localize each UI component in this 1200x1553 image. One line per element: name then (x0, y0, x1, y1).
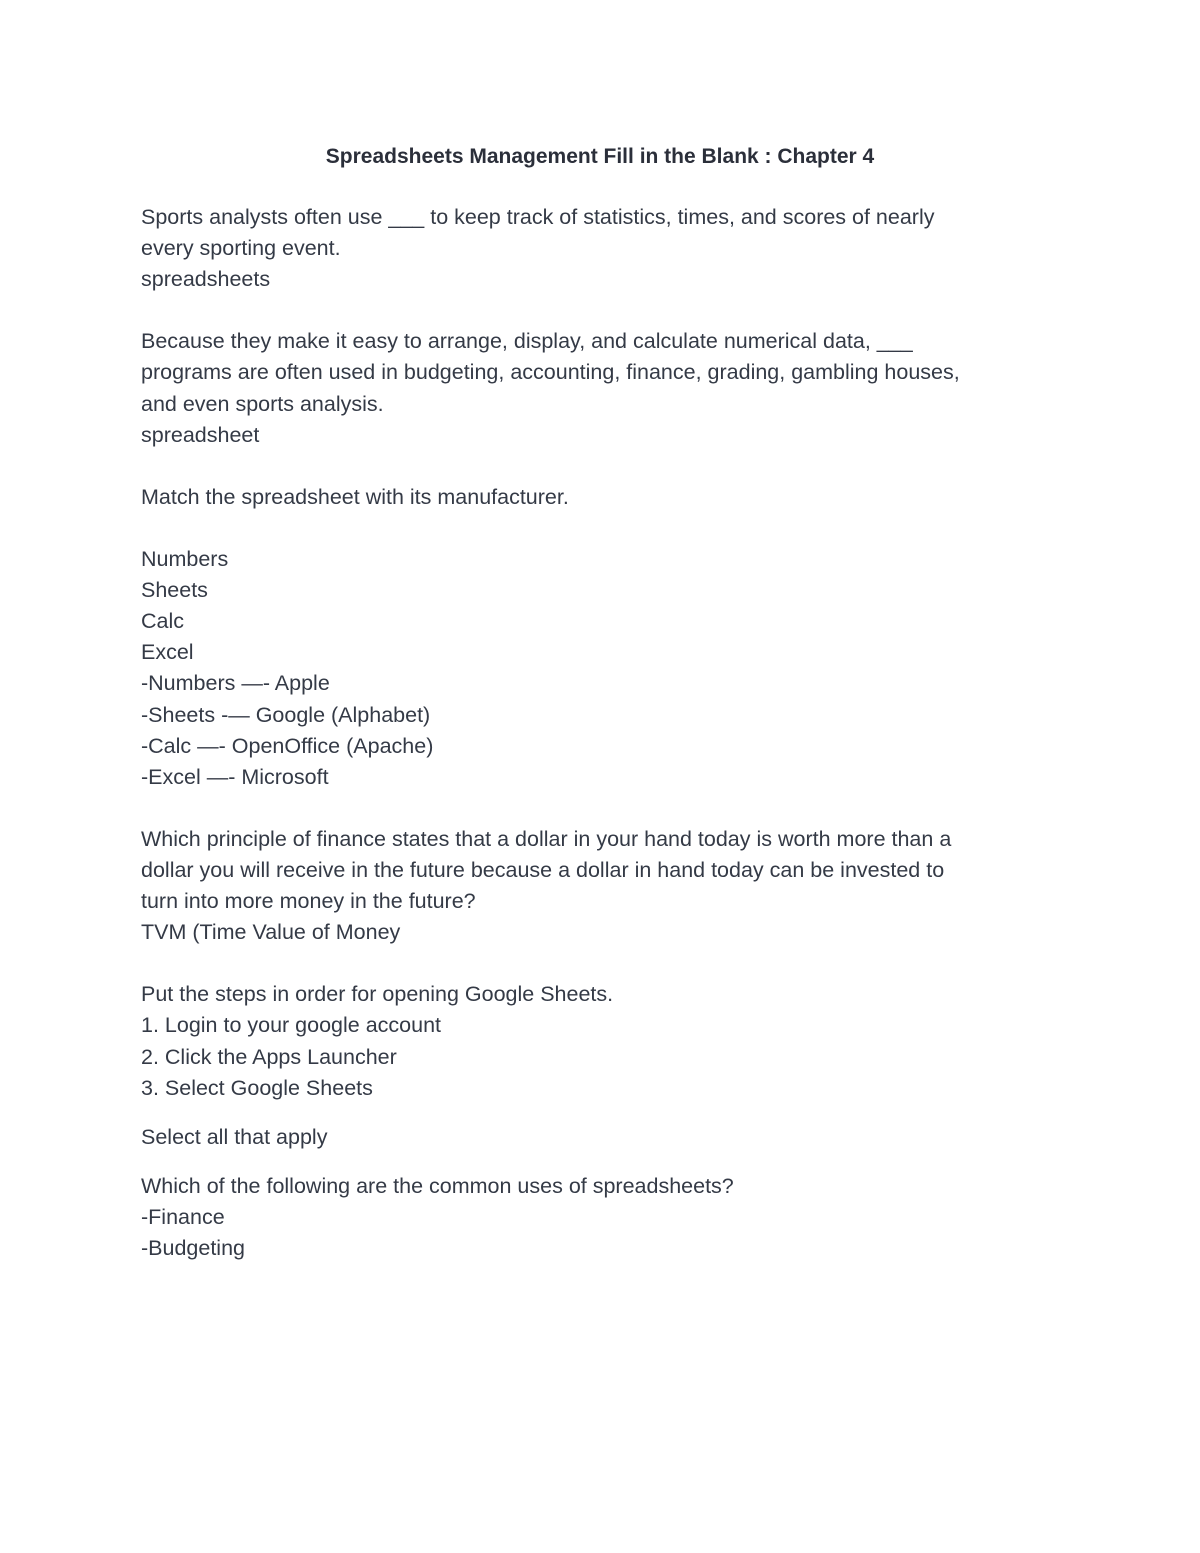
match-answer: -Excel —- Microsoft (141, 764, 329, 789)
use-answer: -Finance (141, 1204, 225, 1229)
question-5-prompt: Put the steps in order for opening Google Sheets. (141, 982, 614, 1007)
question-1 (141, 202, 1061, 295)
spacer (141, 513, 1061, 544)
question-4-line-1: Which principle of finance states that a dollar in your hand today is worth more than a (141, 826, 952, 851)
spacer (141, 1153, 1061, 1171)
question-3 (141, 482, 1061, 793)
question-6-instruction: Select all that apply (141, 1124, 328, 1149)
question-4 (141, 824, 1061, 948)
step-item: 1. Login to your google account (141, 1013, 442, 1038)
document-body (141, 202, 1061, 1264)
question-2-answer: spreadsheet (141, 422, 260, 447)
match-item: Numbers (141, 547, 229, 572)
use-answer: -Budgeting (141, 1236, 245, 1260)
spacer (141, 451, 1061, 482)
step-item: 3. Select Google Sheets (141, 1075, 373, 1100)
spacer (141, 793, 1061, 824)
question-3-prompt: Match the spreadsheet with its manufacturer. (141, 484, 569, 509)
question-1-line-1: Sports analysts often use ___ to keep track of statistics, times, and scores of nearly (141, 205, 935, 229)
match-item: Calc (141, 609, 185, 634)
question-2-line-2: programs are often used in budgeting, accounting, finance, grading, gambling houses, (141, 360, 960, 385)
question-2-line-1: Because they make it easy to arrange, display, and calculate numerical data, ___ (141, 329, 913, 354)
step-item: 2. Click the Apps Launcher (141, 1044, 397, 1069)
question-4-answer: TVM (Time Value of Money (141, 920, 401, 945)
question-1-answer: spreadsheets (141, 267, 271, 292)
match-item: Sheets (141, 578, 208, 603)
match-item: Excel (141, 640, 194, 665)
match-answer: -Calc —- OpenOffice (Apache) (141, 733, 434, 758)
question-4-line-3: turn into more money in the future? (141, 889, 476, 914)
question-6-prompt: Which of the following are the common uses of spreadsheets? (141, 1173, 734, 1198)
question-1-line-2: every sporting event. (141, 236, 341, 261)
spacer (141, 295, 1061, 326)
match-answer: -Sheets -— Google (Alphabet) (141, 702, 431, 727)
question-6 (141, 1122, 1061, 1264)
spacer (141, 948, 1061, 979)
question-4-line-2: dollar you will receive in the future because a dollar in hand today can be invested to (141, 857, 945, 882)
question-2-line-3: and even sports analysis. (141, 391, 384, 416)
question-2 (141, 326, 1061, 450)
match-answer: -Numbers —- Apple (141, 671, 330, 696)
question-5 (141, 979, 1061, 1103)
spacer (141, 1104, 1061, 1122)
document-title: Spreadsheets Management Fill in the Blank : Chapter 4 (325, 145, 875, 168)
